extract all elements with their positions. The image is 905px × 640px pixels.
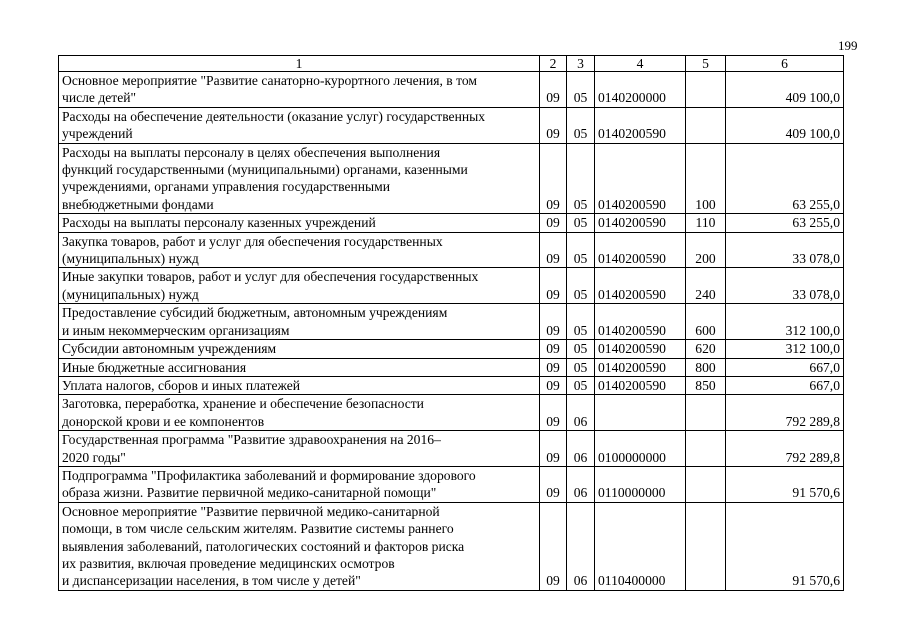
row-target-article: 0140200590 (595, 376, 686, 394)
row-section-code: 09 (540, 431, 567, 467)
header-col-6: 6 (726, 56, 844, 72)
row-amount: 63 255,0 (726, 143, 844, 214)
row-section-code: 09 (540, 395, 567, 431)
row-amount: 792 289,8 (726, 431, 844, 467)
row-expense-type: 620 (686, 340, 726, 358)
row-description: Закупка товаров, работ и услуг для обеспечения государственных (муниципальных) нужд (59, 232, 540, 268)
row-description: Основное мероприятие "Развитие санаторно-курортного лечения, в том числе детей" (59, 72, 540, 108)
row-expense-type (686, 502, 726, 590)
row-expense-type (686, 395, 726, 431)
row-section-code: 09 (540, 143, 567, 214)
row-section-code: 09 (540, 466, 567, 502)
row-target-article: 0140200590 (595, 214, 686, 232)
row-expense-type: 800 (686, 358, 726, 376)
row-description: Иные закупки товаров, работ и услуг для обеспечения государственных (муниципальных) нужд (59, 268, 540, 304)
row-target-article: 0140200590 (595, 232, 686, 268)
row-target-article: 0140200590 (595, 358, 686, 376)
row-target-article: 0140200590 (595, 107, 686, 143)
page-number: 199 (838, 38, 858, 53)
table-row (59, 232, 844, 268)
row-description: Подпрограмма "Профилактика заболеваний и формирование здорового образа жизни. Развитие первичной медико-санитарной помощи" (59, 466, 540, 502)
row-amount: 792 289,8 (726, 395, 844, 431)
row-subsection-code: 05 (567, 268, 595, 304)
row-description: Заготовка, переработка, хранение и обеспечение безопасности донорской крови и ее компонентов (59, 395, 540, 431)
header-col-4: 4 (595, 56, 686, 72)
row-description: Расходы на выплаты персоналу в целях обеспечения выполнения функций государственными (муниципальными) органами, казенными учреждениями, органами управления государственными внебюджетными фондами (59, 143, 540, 214)
row-description: Иные бюджетные ассигнования (59, 358, 540, 376)
row-amount: 667,0 (726, 376, 844, 394)
row-expense-type: 100 (686, 143, 726, 214)
row-amount: 667,0 (726, 358, 844, 376)
row-target-article: 0140200590 (595, 143, 686, 214)
table-row (59, 214, 844, 232)
row-target-article (595, 395, 686, 431)
row-subsection-code: 05 (567, 304, 595, 340)
row-section-code: 09 (540, 502, 567, 590)
row-subsection-code: 06 (567, 395, 595, 431)
row-target-article: 0110400000 (595, 502, 686, 590)
row-expense-type: 850 (686, 376, 726, 394)
table-row (59, 304, 844, 340)
header-col-5: 5 (686, 56, 726, 72)
row-amount: 91 570,6 (726, 502, 844, 590)
row-subsection-code: 06 (567, 502, 595, 590)
row-description: Субсидии автономным учреждениям (59, 340, 540, 358)
row-subsection-code: 05 (567, 376, 595, 394)
row-section-code: 09 (540, 340, 567, 358)
row-section-code: 09 (540, 107, 567, 143)
row-amount: 91 570,6 (726, 466, 844, 502)
row-subsection-code: 05 (567, 107, 595, 143)
table-row (59, 268, 844, 304)
row-expense-type: 200 (686, 232, 726, 268)
row-expense-type (686, 107, 726, 143)
row-amount: 409 100,0 (726, 107, 844, 143)
row-expense-type: 240 (686, 268, 726, 304)
row-subsection-code: 05 (567, 143, 595, 214)
table-row (59, 107, 844, 143)
row-section-code: 09 (540, 304, 567, 340)
row-description: Расходы на обеспечение деятельности (оказание услуг) государственных учреждений (59, 107, 540, 143)
row-subsection-code: 05 (567, 214, 595, 232)
row-target-article: 0140200000 (595, 72, 686, 108)
table-row (59, 143, 844, 214)
row-section-code: 09 (540, 376, 567, 394)
row-section-code: 09 (540, 358, 567, 376)
row-target-article: 0140200590 (595, 304, 686, 340)
row-expense-type: 600 (686, 304, 726, 340)
row-section-code: 09 (540, 214, 567, 232)
row-description: Государственная программа "Развитие здравоохранения на 2016– 2020 годы" (59, 431, 540, 467)
row-subsection-code: 06 (567, 431, 595, 467)
row-description: Расходы на выплаты персоналу казенных учреждений (59, 214, 540, 232)
row-section-code: 09 (540, 232, 567, 268)
table-row (59, 431, 844, 467)
table-row (59, 376, 844, 394)
header-col-3: 3 (567, 56, 595, 72)
table-row (59, 340, 844, 358)
row-expense-type: 110 (686, 214, 726, 232)
row-subsection-code: 05 (567, 72, 595, 108)
table-row (59, 395, 844, 431)
row-amount: 312 100,0 (726, 340, 844, 358)
budget-table (58, 55, 844, 591)
row-target-article: 0140200590 (595, 340, 686, 358)
row-amount: 33 078,0 (726, 268, 844, 304)
header-col-1: 1 (59, 56, 540, 72)
row-subsection-code: 06 (567, 466, 595, 502)
row-subsection-code: 05 (567, 340, 595, 358)
row-subsection-code: 05 (567, 358, 595, 376)
row-target-article: 0110000000 (595, 466, 686, 502)
row-description: Уплата налогов, сборов и иных платежей (59, 376, 540, 394)
row-expense-type (686, 466, 726, 502)
table-header-row (59, 56, 844, 72)
row-amount: 312 100,0 (726, 304, 844, 340)
row-amount: 63 255,0 (726, 214, 844, 232)
row-subsection-code: 05 (567, 232, 595, 268)
table-row (59, 72, 844, 108)
table-row (59, 466, 844, 502)
row-section-code: 09 (540, 268, 567, 304)
row-section-code: 09 (540, 72, 567, 108)
row-target-article: 0100000000 (595, 431, 686, 467)
row-amount: 409 100,0 (726, 72, 844, 108)
row-expense-type (686, 72, 726, 108)
row-expense-type (686, 431, 726, 467)
row-target-article: 0140200590 (595, 268, 686, 304)
table-row (59, 502, 844, 590)
row-amount: 33 078,0 (726, 232, 844, 268)
table-row (59, 358, 844, 376)
header-col-2: 2 (540, 56, 567, 72)
row-description: Предоставление субсидий бюджетным, автономным учреждениям и иным некоммерческим организациям (59, 304, 540, 340)
row-description: Основное мероприятие "Развитие первичной медико-санитарной помощи, в том числе сельским жителям. Развитие системы раннего выявления заболеваний, патологических состояний и факторов риска их развития, включая проведение медицинских осмотров и диспансеризации населения, в том числе у детей" (59, 502, 540, 590)
